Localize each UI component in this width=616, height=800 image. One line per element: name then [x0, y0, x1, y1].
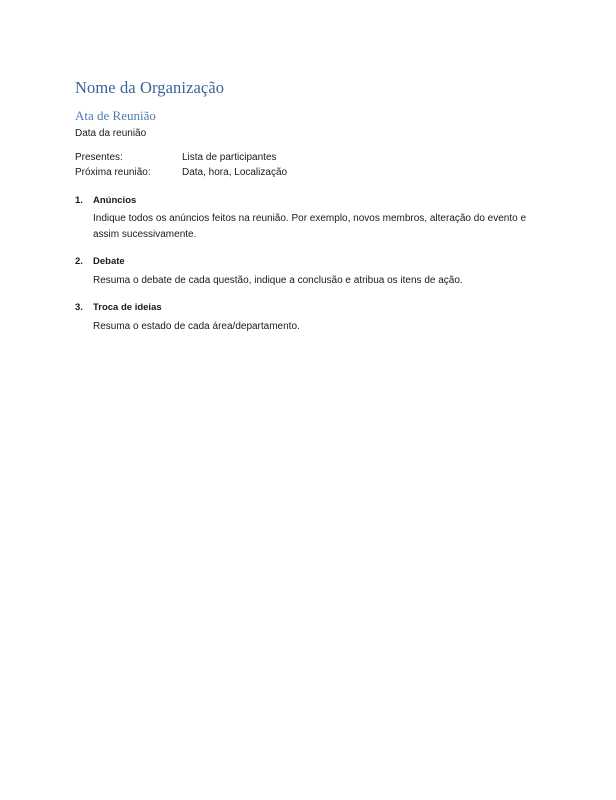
section-title: Debate	[93, 256, 125, 267]
meeting-date: Data da reunião	[75, 128, 147, 139]
section-title: Troca de ideias	[93, 302, 162, 313]
next-meeting-label: Próxima reunião:	[75, 167, 151, 178]
section-heading-ideas	[75, 302, 162, 313]
attendees-value: Lista de participantes	[182, 152, 277, 163]
section-title: Anúncios	[93, 195, 137, 206]
attendees-label: Presentes:	[75, 152, 123, 163]
section-number: 3.	[75, 302, 83, 313]
section-body-ideas: Resuma o estado de cada área/departamento.	[93, 321, 300, 332]
section-number: 1.	[75, 195, 83, 206]
document-title: Ata de Reunião	[75, 108, 156, 123]
section-heading-announcements	[75, 195, 136, 206]
section-body-debate: Resuma o debate de cada questão, indique a conclusão e atribua os itens de ação.	[93, 275, 463, 286]
section-body-announcements: Indique todos os anúncios feitos na reunião. Por exemplo, novos membros, alteração do evento e assim sucessivamente.	[93, 213, 527, 240]
section-number: 2.	[75, 256, 83, 267]
next-meeting-value: Data, hora, Localização	[182, 167, 288, 178]
section-heading-debate	[75, 256, 125, 267]
organization-name: Nome da Organização	[75, 78, 225, 97]
